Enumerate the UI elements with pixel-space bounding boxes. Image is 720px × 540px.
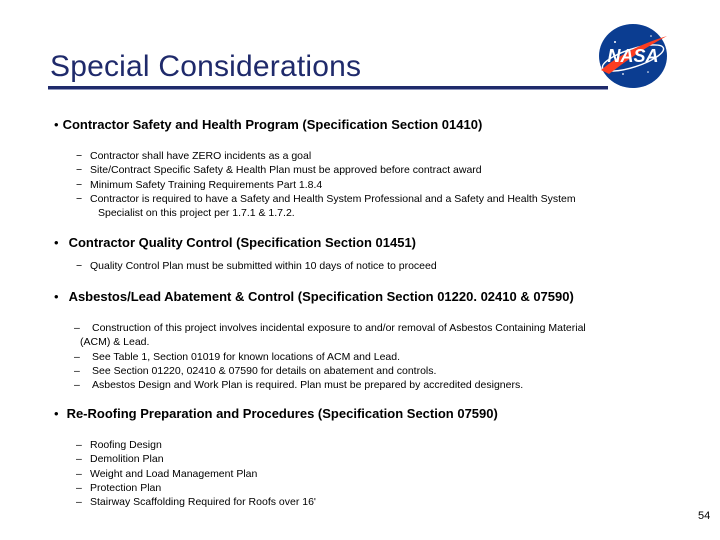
bullet: • <box>54 406 59 421</box>
nasa-logo-icon <box>593 22 673 90</box>
list-item: – Stairway Scaffolding Required for Roofs over 16' <box>76 496 316 509</box>
list-item-continuation: Specialist on this project per 1.7.1 & 1.7.2. <box>98 207 295 220</box>
list-item: – Weight and Load Management Plan <box>76 467 258 480</box>
section-heading-quality <box>54 235 416 250</box>
list-item: − Minimum Safety Training Requirements Part 1.8.4 <box>76 178 323 191</box>
page-title: Special Considerations <box>50 50 362 83</box>
section-heading-text: Asbestos/Lead Abatement & Control (Specification Section 01220. 02410 & 07590) <box>68 289 574 304</box>
list-item: – Protection Plan <box>76 481 162 494</box>
list-item: − Site/Contract Specific Safety & Health Plan must be approved before contract award <box>76 164 482 177</box>
safety-sublist <box>76 149 576 220</box>
list-item: – See Table 1, Section 01019 for known locations of ACM and Lead. <box>74 350 401 363</box>
section-heading-safety <box>54 117 482 132</box>
list-item: – Asbestos Design and Work Plan is required. Plan must be prepared by accredited designers. <box>74 379 524 392</box>
list-item: − Contractor shall have ZERO incidents as a goal <box>76 150 312 162</box>
quality-sublist <box>76 259 437 273</box>
nasa-logo-text: NASA <box>607 46 659 66</box>
list-item: – Construction of this project involves incidental exposure to and/or removal of Asbestos Containing Material <box>74 322 586 334</box>
list-item: − Quality Control Plan must be submitted within 10 days of notice to proceed <box>76 260 437 272</box>
section-heading-text: Contractor Quality Control (Specification Section 01451) <box>68 235 417 250</box>
title-underline-shadow <box>48 89 608 90</box>
section-heading-reroofing <box>54 406 498 421</box>
list-item: – Roofing Design <box>76 439 162 451</box>
page-number: 54 <box>698 510 711 522</box>
bullet: • <box>54 117 59 132</box>
bullet: • <box>54 289 59 304</box>
list-item: − Contractor is required to have a Safety and Health System Professional and a Safety and Health System <box>76 192 576 205</box>
bullet: • <box>54 235 59 250</box>
section-heading-asbestos <box>54 289 574 304</box>
list-item: – See Section 01220, 02410 & 07590 for details on abatement and controls. <box>74 364 437 377</box>
section-heading-text: Re-Roofing Preparation and Procedures (Specification Section 07590) <box>66 406 498 421</box>
list-item: – Demolition Plan <box>76 453 164 466</box>
reroofing-sublist <box>76 438 316 509</box>
list-item-continuation: (ACM) & Lead. <box>80 336 150 349</box>
asbestos-sublist <box>74 321 586 392</box>
section-heading-text: Contractor Safety and Health Program (Specification Section 01410) <box>62 117 483 132</box>
